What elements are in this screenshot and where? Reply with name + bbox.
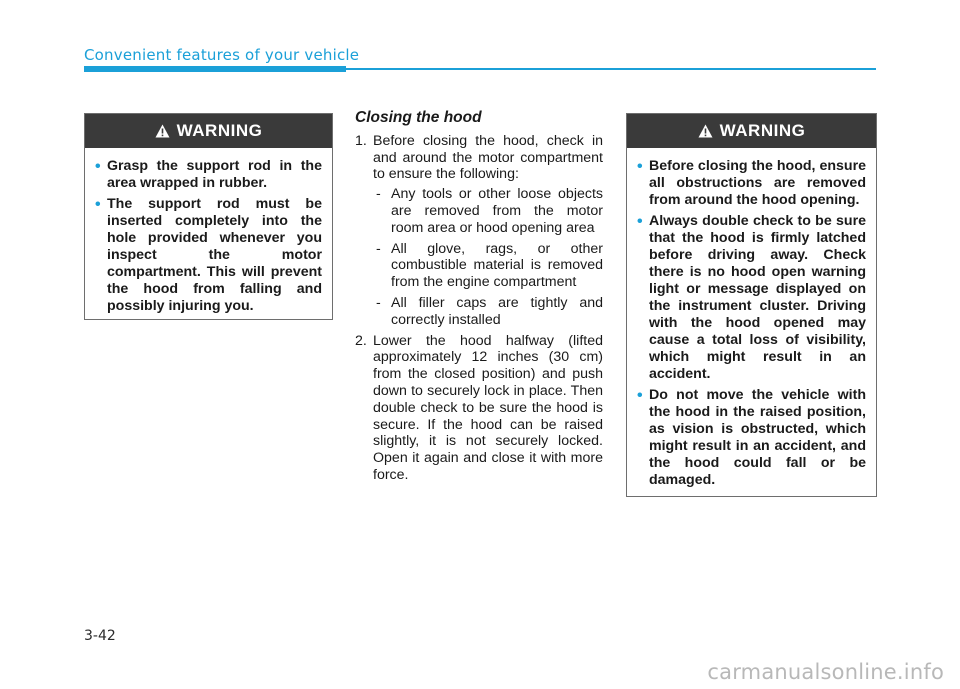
warning-triangle-icon <box>155 124 170 138</box>
warning-list <box>85 148 332 329</box>
main-content <box>355 110 603 488</box>
step-2 <box>355 333 603 484</box>
warning-header <box>85 114 332 148</box>
warning-item: • Do not move the vehicle with the hood in the raised position, as vision is obstructed, which might result in an accident, and the hood could fall or be damaged. <box>649 387 866 489</box>
step-1 <box>355 133 603 329</box>
warning-item: • Grasp the support rod in the area wrapped in rubber. <box>107 158 322 192</box>
warning-list <box>627 148 876 503</box>
sub-item-text: Any tools or other loose objects are removed from the motor room area or hood opening area <box>391 186 603 236</box>
step-number: 2. <box>355 332 367 349</box>
step-text: Lower the hood halfway (lifted approximately 12 inches (30 cm) from the closed position) and push down to securely lock in place. Then double check to be sure the hood is secure. If the hood can be raised slightly, it is not securely locked. Open it again and close it with more force. <box>373 332 603 483</box>
warning-item: • The support rod must be inserted completely into the hole provided whenever you inspect the motor compartment. This will prevent the hood from falling and possibly injuring you. <box>107 196 322 315</box>
header-rule-thick <box>84 66 346 72</box>
section-title: Convenient features of your vehicle <box>84 46 360 64</box>
warning-item: • Before closing the hood, ensure all obstructions are removed from around the hood opening. <box>649 158 866 209</box>
warning-header <box>627 114 876 148</box>
section-heading: Closing the hood <box>355 109 482 126</box>
sub-item-text: All glove, rags, or other combustible material is removed from the engine compartment <box>391 240 603 291</box>
warning-heading: WARNING <box>719 121 806 140</box>
warning-box-left <box>84 113 333 320</box>
page-number: 3-42 <box>84 628 116 644</box>
sub-item: - All filler caps are tightly and correctly installed <box>376 294 603 328</box>
warning-heading: WARNING <box>176 121 263 140</box>
header-rule-thin <box>346 68 876 70</box>
step-text: Before closing the hood, check in and around the motor compartment to ensure the following: <box>373 132 603 183</box>
step-number: 1. <box>355 132 367 149</box>
sub-item: - Any tools or other loose objects are removed from the motor room area or hood opening area <box>376 186 603 236</box>
watermark-link[interactable]: carmanualsonline.info <box>707 660 944 684</box>
sub-item: - All glove, rags, or other combustible material is removed from the engine compartment <box>376 240 603 291</box>
warning-box-right <box>626 113 877 497</box>
warning-item: • Always double check to be sure that the hood is firmly latched before driving away. Check there is no hood open warning light or message displayed on the instrument cluster. Driving with the hood opened may cause a total loss of visibility, which might result in an accident. <box>649 213 866 383</box>
sub-item-text: All filler caps are tightly and correctly installed <box>391 294 603 328</box>
warning-triangle-icon <box>698 124 713 138</box>
